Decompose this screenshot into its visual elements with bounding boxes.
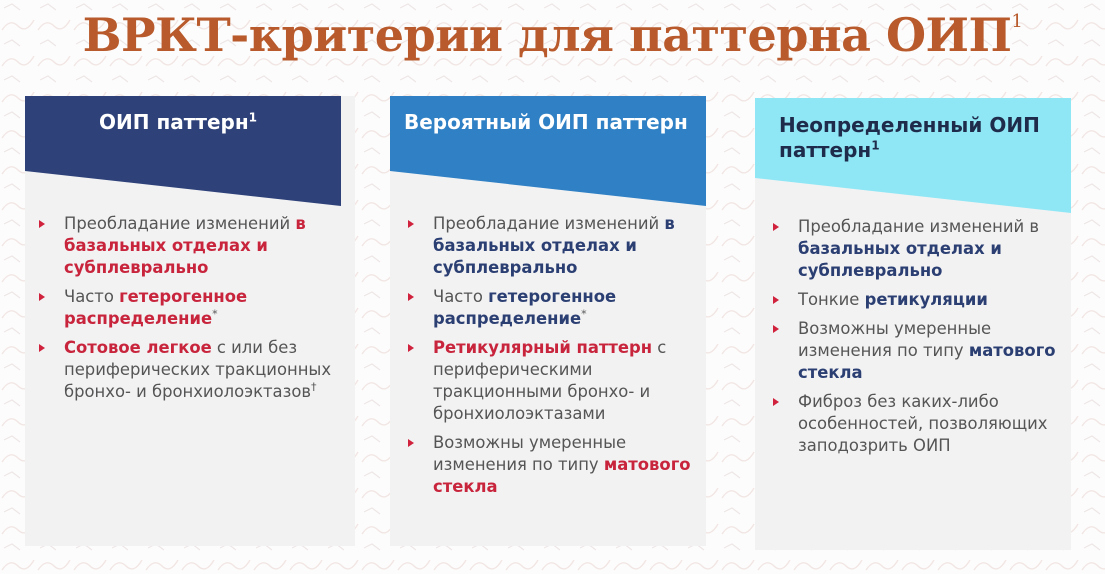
highlight-text: в базальных отделах и субплеврально [64, 214, 306, 277]
item-text: с или без периферических тракционных бронхо- и бронхиолоэктазов [64, 338, 332, 401]
item-text: Тонкие [798, 290, 865, 309]
column-indeterminate-uip-pattern [755, 98, 1071, 550]
criteria-item [39, 337, 339, 403]
criteria-item [408, 213, 693, 279]
column-title: Неопределенный ОИП паттерн$^1$ [779, 113, 1040, 162]
item-text: с периферическими тракционными бронхо- и бронхиолоэктазами [433, 338, 667, 423]
bullet-arrow-icon [773, 325, 779, 333]
criteria-list [39, 213, 339, 410]
criteria-item [408, 286, 693, 330]
item-text: Преобладание изменений [433, 214, 665, 233]
footnote-mark: * [212, 307, 218, 321]
highlight-text: ретикуляции [864, 290, 988, 309]
highlight-text: матового стекла [433, 455, 691, 496]
footnote-mark: † [311, 380, 317, 394]
bullet-arrow-icon [773, 398, 779, 406]
criteria-item [39, 213, 339, 279]
column-header [25, 96, 355, 206]
footnote-mark: * [581, 307, 587, 321]
bullet-arrow-icon [408, 293, 414, 301]
criteria-item [408, 432, 693, 498]
bullet-arrow-icon [773, 296, 779, 304]
highlight-text: гетерогенное распределение [433, 287, 617, 328]
highlight-text: гетерогенное распределение [64, 287, 248, 328]
criteria-item [408, 337, 693, 425]
item-text: Преобладание изменений [64, 214, 296, 233]
bullet-arrow-icon [408, 439, 414, 447]
bullet-arrow-icon [39, 293, 45, 301]
column-probable-uip-pattern [390, 96, 706, 546]
criteria-item [773, 216, 1063, 282]
criteria-item [39, 286, 339, 330]
column-header [390, 96, 706, 206]
item-text: Фиброз без каких-либо особенностей, позволяющих заподозрить ОИП [798, 392, 1048, 455]
highlight-text: в базальных отделах и субплеврально [433, 214, 675, 277]
criteria-list [408, 213, 693, 505]
criteria-item [773, 289, 1063, 311]
column-title: ОИП паттерн$^1$ [99, 110, 257, 134]
highlight-text: базальных отделах и субплеврально [798, 239, 1002, 280]
item-text: Часто [64, 287, 120, 306]
highlight-text: матового стекла [798, 341, 1056, 382]
bullet-arrow-icon [39, 344, 45, 352]
page-title: ВРКТ-критерии для паттерна ОИП$^1$ [82, 8, 1023, 62]
column-title: Вероятный ОИП паттерн [404, 110, 688, 134]
item-text: Возможны умеренные изменения по типу [433, 433, 627, 474]
highlight-text: Ретикулярный паттерн [433, 338, 653, 357]
column-uip-pattern [25, 96, 355, 546]
criteria-list [773, 216, 1063, 464]
highlight-text: Сотовое легкое [64, 338, 212, 357]
bullet-arrow-icon [773, 223, 779, 231]
item-text: Возможны умеренные изменения по типу [798, 319, 992, 360]
bullet-arrow-icon [408, 344, 414, 352]
column-header [755, 98, 1071, 208]
bullet-arrow-icon [408, 220, 414, 228]
bullet-arrow-icon [39, 220, 45, 228]
criteria-item [773, 391, 1063, 457]
item-text: Часто [433, 287, 489, 306]
item-text: Преобладание изменений в [798, 217, 1040, 236]
criteria-item [773, 318, 1063, 384]
